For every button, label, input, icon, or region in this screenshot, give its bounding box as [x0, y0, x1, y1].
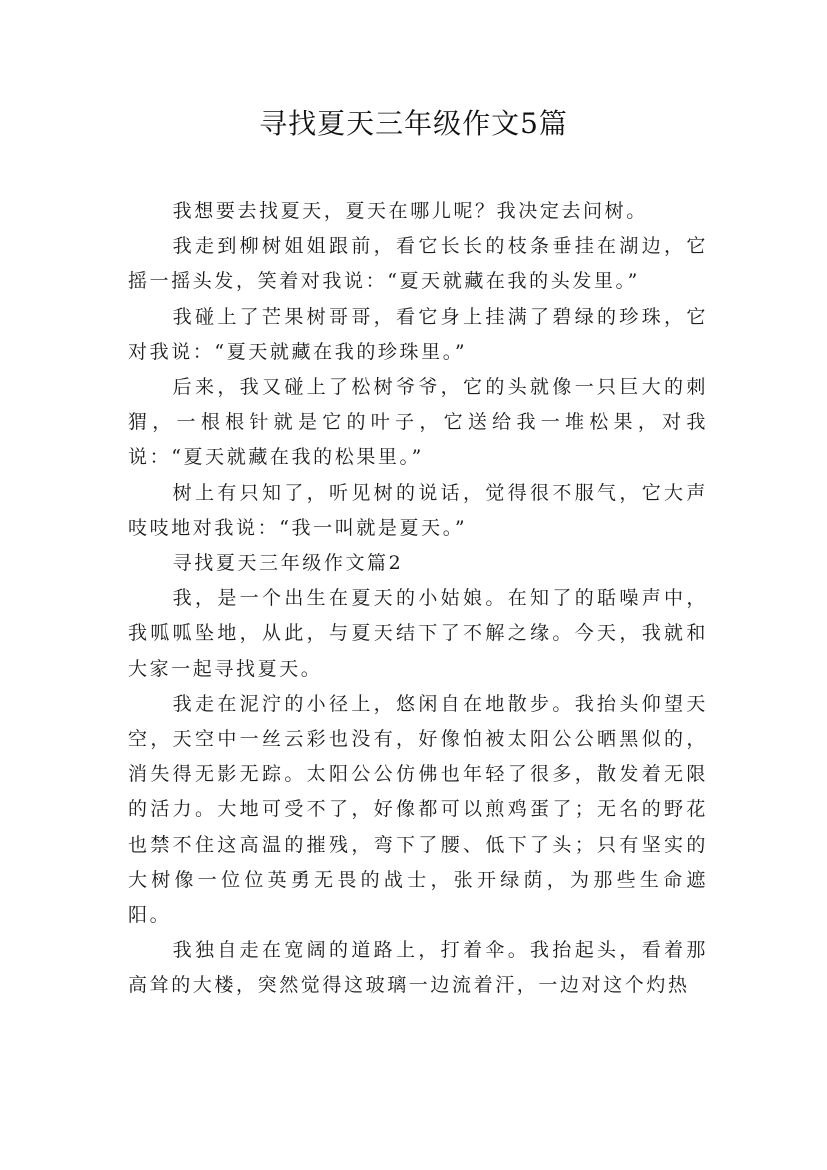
paragraph: 我想要去找夏天，夏天在哪儿呢？我决定去问树。	[172, 200, 648, 222]
paragraph: 树上有只知了，听见树的说话，觉得很不服气，它大声吱吱地对我说：“我一叫就是夏天。”	[128, 481, 708, 539]
paragraph: 我，是一个出生在夏天的小姑娘。在知了的聒噪声中，我呱呱坠地，从此，与夏天结下了不解之缘。今天，我就和大家一起寻找夏天。	[128, 587, 708, 680]
section-heading: 寻找夏天三年级作文篇2	[172, 552, 404, 575]
paragraph: 我走到柳树姐姐跟前，看它长长的枝条垂挂在湖边，它摇一摇头发，笑着对我说：“夏天就藏在我的头发里。”	[128, 235, 708, 293]
paragraph: 后来，我又碰上了松树爷爷，它的头就像一只巨大的刺猬，一根根针就是它的叶子，它送给我一堆松果，对我说：“夏天就藏在我的松果里。”	[128, 376, 708, 469]
document-title: 寻找夏天三年级作文5篇	[259, 107, 568, 140]
document-body	[128, 194, 708, 1004]
paragraph: 我独自走在宽阔的道路上，打着伞。我抬起头，看着那高耸的大楼，突然觉得这玻璃一边流着汗，一边对这个灼热	[128, 939, 708, 997]
paragraph: 我走在泥泞的小径上，悠闲自在地散步。我抬头仰望天空，天空中一丝云彩也没有，好像怕被太阳公公晒黑似的，消失得无影无踪。太阳公公仿佛也年轻了很多，散发着无限的活力。大地可受不了，好像都可以煎鸡蛋了；无名的野花也禁不住这高温的摧残，弯下了腰、低下了头；只有坚实的大树像一位位英勇无畏的战士，张开绿荫，为那些生命遮阳。	[128, 692, 708, 927]
paragraph: 我碰上了芒果树哥哥，看它身上挂满了碧绿的珍珠，它对我说：“夏天就藏在我的珍珠里。”	[128, 305, 708, 363]
